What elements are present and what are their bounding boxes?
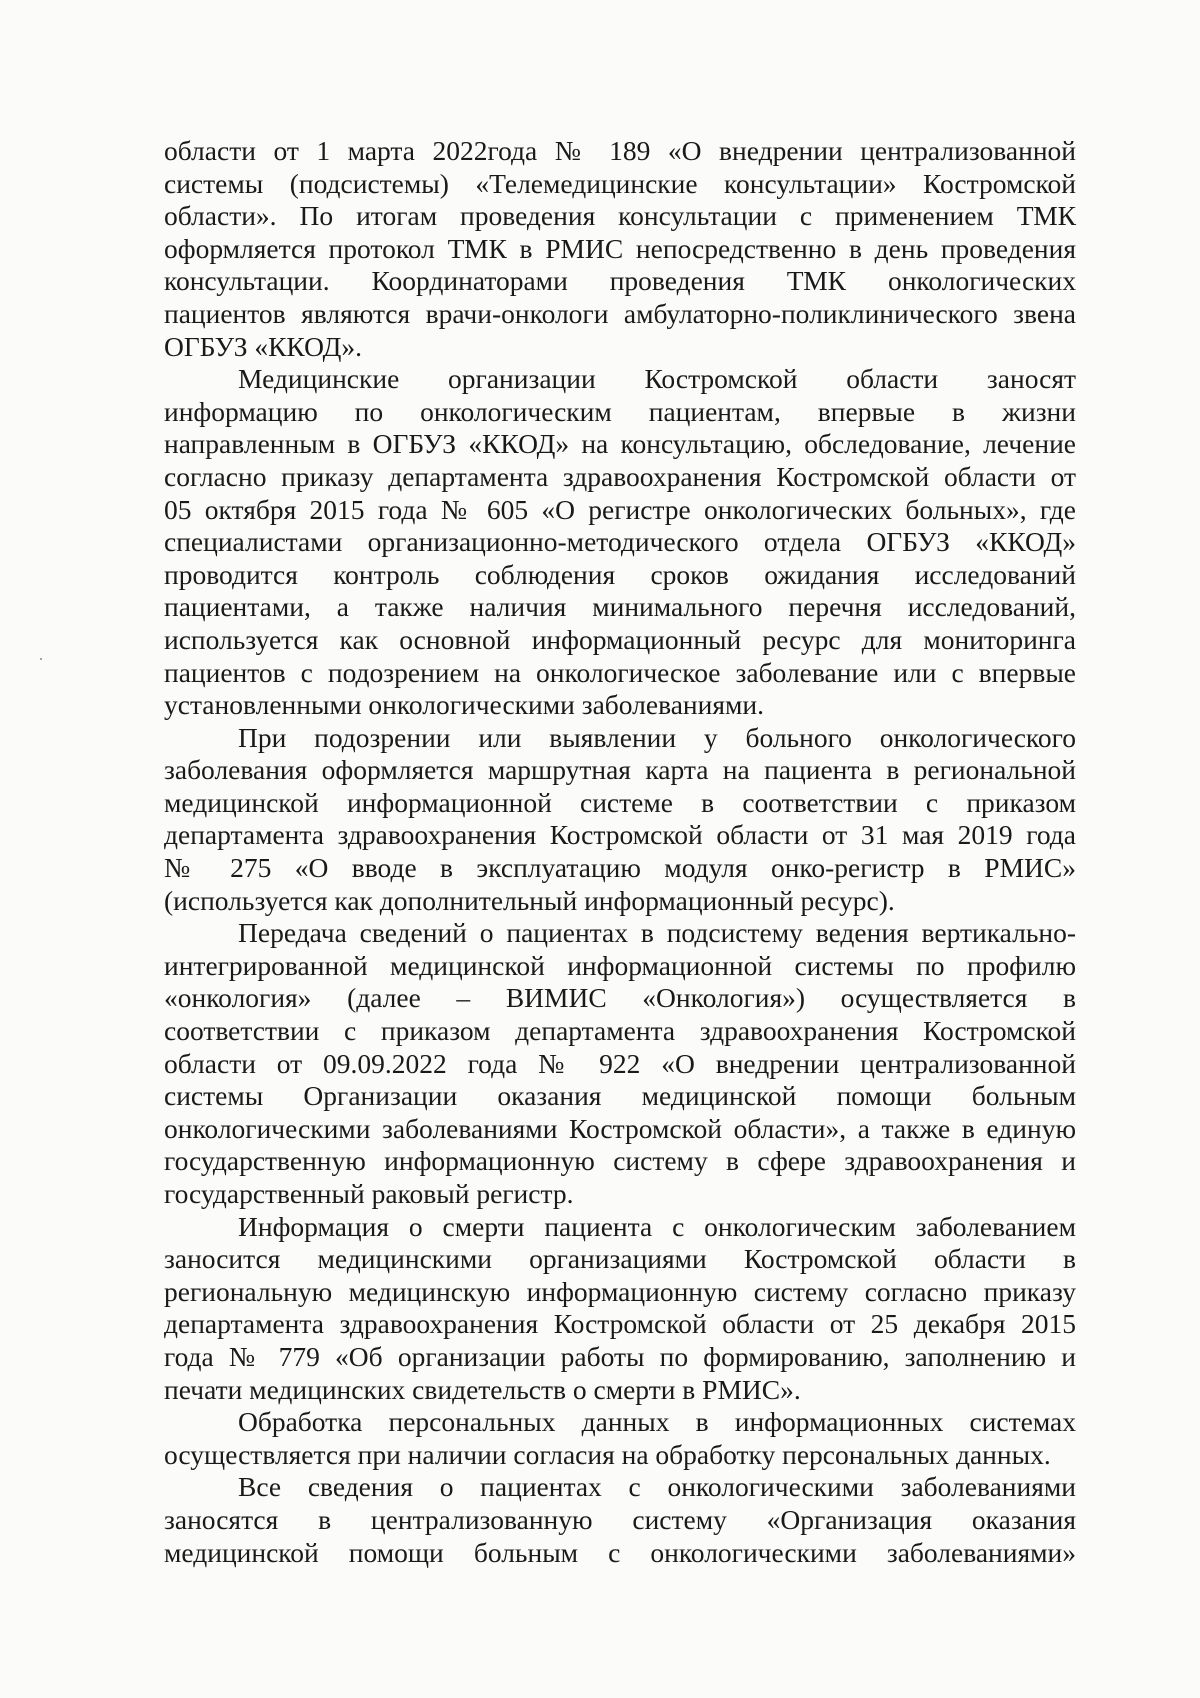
text-line: ОГБУЗ «ККОД». bbox=[164, 330, 362, 362]
paragraph bbox=[164, 1471, 1076, 1569]
text-line: области». По итогам проведения консультации с применением ТМК bbox=[164, 200, 1076, 232]
text-line: информацию по онкологическим пациентам, впервые в жизни bbox=[164, 395, 1076, 427]
text-line: региональную медицинскую информационную систему согласно приказу bbox=[164, 1275, 1076, 1307]
text-line: пациентов являются врачи-онкологи амбулаторно-поликлинического звена bbox=[164, 297, 1076, 329]
text-line: системы Организации оказания медицинской помощи больным bbox=[164, 1080, 1076, 1112]
text-line: При подозрении или выявлении у больного онкологического bbox=[238, 721, 1076, 753]
text-line: пациентами, а также наличия минимального перечня исследований, bbox=[164, 591, 1076, 623]
text-line: пациентов с подозрением на онкологическое заболевание или с впервые bbox=[164, 656, 1076, 688]
text-line: Информация о смерти пациента с онкологическим заболеванием bbox=[238, 1210, 1076, 1242]
text-line: Обработка персональных данных в информационных системах bbox=[238, 1406, 1076, 1438]
text-line: проводится контроль соблюдения сроков ожидания исследований bbox=[164, 558, 1076, 590]
text-line: медицинской информационной системе в соответствии с приказом bbox=[164, 786, 1076, 818]
text-line: 05 октября 2015 года № 605 «О регистре онкологических больных», где bbox=[164, 493, 1076, 525]
text-line: Медицинские организации Костромской области заносят bbox=[238, 363, 1076, 395]
text-line: «онкология» (далее – ВИМИС «Онкология») осуществляется в bbox=[164, 982, 1076, 1014]
scan-speck bbox=[40, 658, 42, 660]
text-line: печати медицинских свидетельств о смерти в РМИС». bbox=[164, 1373, 801, 1405]
paragraph bbox=[164, 363, 1076, 722]
paragraph bbox=[164, 1406, 1076, 1471]
text-line: заболевания оформляется маршрутная карта на пациента в региональной bbox=[164, 754, 1076, 786]
text-line: соответствии с приказом департамента здравоохранения Костромской bbox=[164, 1015, 1076, 1047]
text-line: осуществляется при наличии согласия на обработку персональных данных. bbox=[164, 1438, 1051, 1470]
text-line: года № 779 «Об организации работы по формированию, заполнению и bbox=[164, 1340, 1076, 1372]
text-line: департамента здравоохранения Костромской области от 25 декабря 2015 bbox=[164, 1308, 1076, 1340]
text-line: государственную информационную систему в сфере здравоохранения и bbox=[164, 1145, 1076, 1177]
text-line: онкологическими заболеваниями Костромской области», а также в единую bbox=[164, 1112, 1076, 1144]
paragraph bbox=[164, 135, 1076, 363]
text-line: государственный раковый регистр. bbox=[164, 1178, 574, 1209]
text-line: департамента здравоохранения Костромской области от 31 мая 2019 года bbox=[164, 819, 1076, 851]
paragraph bbox=[164, 1211, 1076, 1407]
text-line: используется как основной информационный ресурс для мониторинга bbox=[164, 623, 1076, 655]
text-line: Все сведения о пациентах с онкологическими заболеваниями bbox=[238, 1471, 1076, 1503]
text-line: специалистами организационно-методического отдела ОГБУЗ «ККОД» bbox=[164, 526, 1076, 558]
text-line: медицинской помощи больным с онкологическими заболеваниями» bbox=[164, 1536, 1076, 1568]
text-line: (используется как дополнительный информационный ресурс). bbox=[164, 884, 895, 916]
text-line: заносятся в централизованную систему «Организация оказания bbox=[164, 1503, 1076, 1535]
text-line: интегрированной медицинской информационной системы по профилю bbox=[164, 949, 1076, 981]
text-line: системы (подсистемы) «Телемедицинские консультации» Костромской bbox=[164, 167, 1076, 199]
text-line: области от 09.09.2022 года № 922 «О внедрении централизованной bbox=[164, 1047, 1076, 1079]
text-line: Передача сведений о пациентах в подсистему ведения вертикально- bbox=[238, 917, 1076, 949]
paragraph bbox=[164, 917, 1076, 1210]
text-line: области от 1 марта 2022года № 189 «О внедрении централизованной bbox=[164, 135, 1076, 166]
text-line: установленными онкологическими заболеваниями. bbox=[164, 689, 765, 721]
text-line: консультации. Координаторами проведения ТМК онкологических bbox=[164, 265, 1076, 297]
text-line: оформляется протокол ТМК в РМИС непосредственно в день проведения bbox=[164, 232, 1076, 264]
text-line: согласно приказу департамента здравоохранения Костромской области от bbox=[164, 460, 1076, 492]
text-line: № 275 «О вводе в эксплуатацию модуля онко-регистр в РМИС» bbox=[164, 852, 1076, 884]
text-line: направленным в ОГБУЗ «ККОД» на консультацию, обследование, лечение bbox=[164, 428, 1076, 460]
paragraph bbox=[164, 722, 1076, 918]
document-body bbox=[164, 135, 1076, 1569]
text-line: заносится медицинскими организациями Костромской области в bbox=[164, 1243, 1076, 1275]
